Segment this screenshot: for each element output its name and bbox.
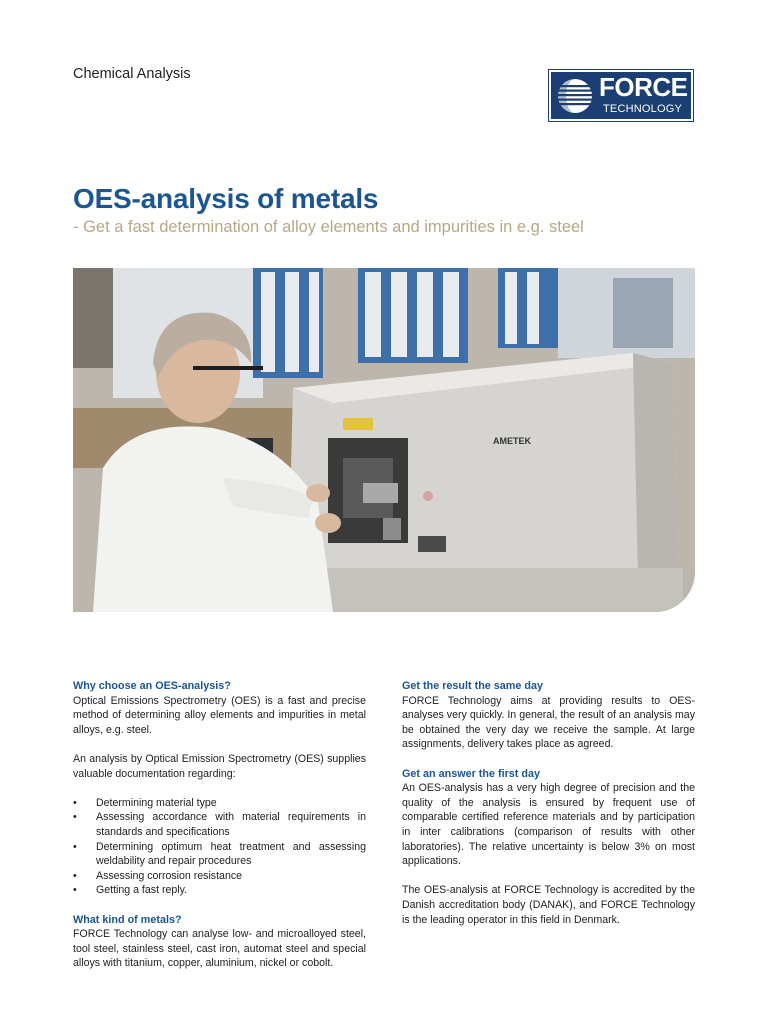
list-item: • Getting a fast reply.	[73, 883, 366, 898]
list-item: • Assessing corrosion resistance	[73, 869, 366, 884]
list-item: • Determining optimum heat treatment and assessing weldability and repair procedures	[73, 840, 366, 869]
documentation-list	[73, 796, 366, 898]
accreditation-paragraph: The OES-analysis at FORCE Technology is accredited by the Danish accreditation body (DANAK), and FORCE Technology is the leading operator in this field in Denmark.	[402, 884, 695, 926]
machine-brand: AMETEK	[493, 436, 531, 446]
lab-photo	[73, 268, 695, 612]
first-day-paragraph: An OES-analysis has a very high degree of precision and the quality of the analysis is ensured by frequent use of comparable certified reference materials and by participation in inter calibrations (comparison of results with other laboratories). The relative uncertainty is below 3% on most applications.	[402, 782, 695, 868]
why-paragraph-1: Optical Emissions Spectrometry (OES) is a fast and precise method of determining alloy elements and impurities in metal alloys, e.g. steel.	[73, 694, 366, 736]
same-day-paragraph: FORCE Technology aims at providing results to OES-analyses very quickly. In general, the result of an analysis may be obtained the very day we receive the sample. At large assignments, delivery takes place as agreed.	[402, 694, 695, 751]
section-label: Chemical Analysis	[73, 66, 191, 82]
metals-heading: What kind of metals?	[73, 913, 182, 926]
first-day-heading: Get an answer the first day	[402, 767, 541, 780]
force-technology-logo	[548, 69, 694, 122]
left-column	[73, 679, 366, 971]
why-heading: Why choose an OES-analysis?	[73, 680, 231, 692]
page-title: OES-analysis of metals	[73, 183, 379, 214]
logo-subword: TECHNOLOGY	[603, 103, 683, 115]
list-item: • Determining material type	[73, 796, 366, 811]
right-column	[402, 679, 695, 927]
list-item: • Assessing accordance with material requirements in standards and specifications	[73, 810, 366, 839]
logo-wordmark: FORCE	[599, 72, 688, 102]
metals-paragraph: FORCE Technology can analyse low- and microalloyed steel, tool steel, stainless steel, cast iron, automat steel and special alloys with titanium, copper, aluminium, nickel or cobolt.	[73, 928, 366, 970]
globe-icon	[556, 77, 594, 115]
why-paragraph-2: An analysis by Optical Emission Spectrometry (OES) supplies valuable documentation regarding:	[73, 752, 366, 780]
same-day-heading: Get the result the same day	[402, 680, 544, 692]
page-subtitle: - Get a fast determination of alloy elements and impurities in e.g. steel	[73, 218, 584, 236]
